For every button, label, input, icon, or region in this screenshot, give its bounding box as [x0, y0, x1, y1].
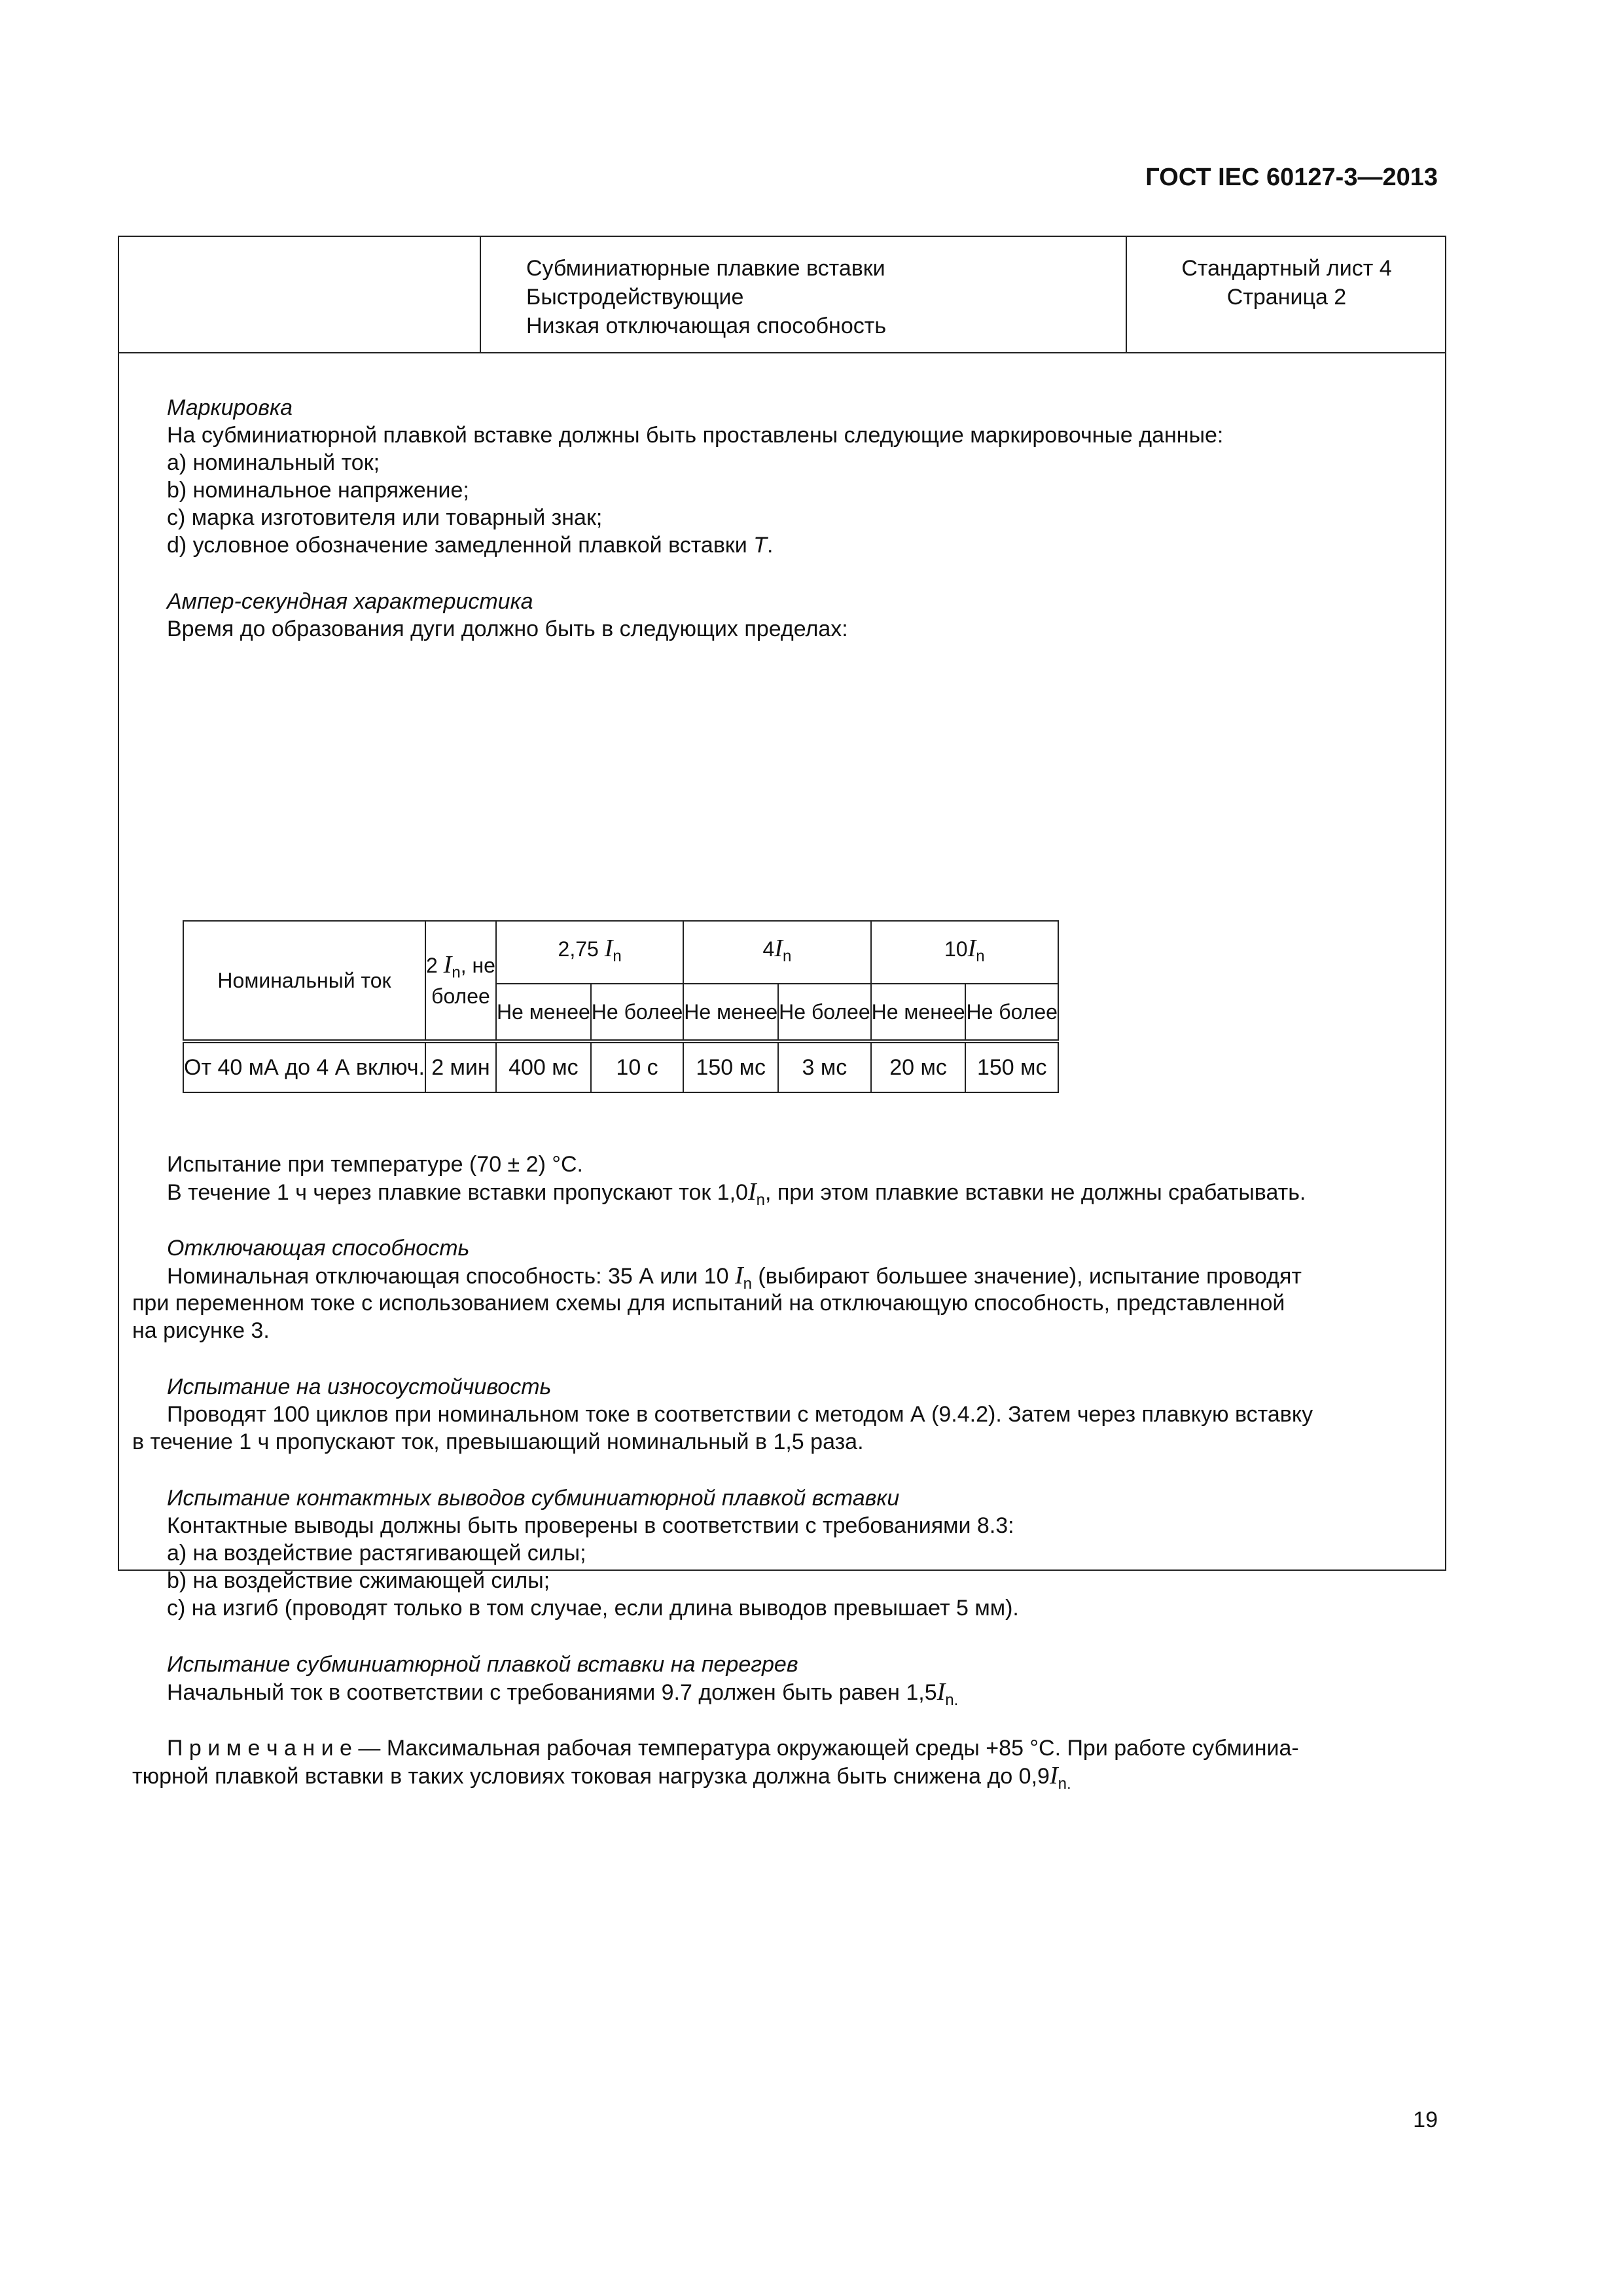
overheat-line-end: . — [954, 1691, 959, 1709]
marking-item-c: c) марка изготовителя или товарный знак; — [167, 505, 603, 530]
marking-heading: Маркировка — [167, 395, 293, 420]
current-symbol: I — [936, 1678, 946, 1706]
th-group-10-sub: n — [976, 947, 985, 965]
page-in-sheet: Страница 2 — [1226, 285, 1347, 310]
marking-item-d — [167, 531, 773, 560]
th-2in-line2: более — [431, 984, 490, 1009]
terminals-item-a: a) на воздействие растягивающей силы; — [167, 1541, 586, 1566]
endurance-line2: в течение 1 ч пропускают ток, превышающий номинальный в 1,5 раза. — [132, 1429, 864, 1454]
overheat-heading: Испытание субминиатюрной плавкой вставки на перегрев — [167, 1652, 798, 1677]
marking-item-b: b) номинальное напряжение; — [167, 478, 469, 503]
terminals-item-b: b) на воздействие сжимающей силы; — [167, 1568, 550, 1593]
th-max: Не более — [591, 984, 683, 1041]
th-2in-prefix: 2 — [425, 953, 444, 977]
cell-275-min: 400 мс — [496, 1041, 591, 1092]
note-line2-end: . — [1066, 1774, 1071, 1793]
current-sub: n — [1058, 1774, 1067, 1793]
th-group-275-sub: n — [613, 947, 622, 965]
overheat-line — [167, 1678, 958, 1714]
endurance-heading: Испытание на износоустойчивость — [167, 1374, 552, 1399]
marking-item-d-text: d) условное обозначение замедленной плавкой вставки — [167, 533, 754, 558]
th-max: Не более — [965, 984, 1058, 1041]
header-title-line: Субминиатюрные плавкие вставки — [526, 256, 885, 281]
breaking-line2: при переменном токе с использованием схемы для испытаний на отключающую способность, представленной — [132, 1291, 1285, 1316]
current-symbol: I — [1049, 1762, 1058, 1789]
terminals-heading: Испытание контактных выводов субминиатюрной плавкой вставки — [167, 1486, 900, 1511]
breaking-heading: Отключающая способность — [167, 1236, 470, 1261]
temp-test-line2 — [167, 1178, 1306, 1214]
marking-intro: На субминиатюрной плавкой вставке должны быть проставлены следующие маркировочные данные: — [167, 423, 1224, 448]
header-title — [526, 254, 886, 340]
th-group-275-num: 2,75 — [558, 937, 605, 961]
sheet-header — [119, 237, 1445, 353]
cell-4-min: 150 мс — [683, 1041, 778, 1092]
header-title-line: Быстродействующие — [526, 285, 744, 310]
header-title-line: Низкая отключающая способность — [526, 314, 887, 338]
th-group-4-symbol: I — [774, 934, 783, 962]
header-empty-cell — [119, 237, 481, 352]
page-number: 19 — [1413, 2108, 1438, 2132]
th-rated-current: Номинальный ток — [183, 921, 425, 1041]
sheet-number: Стандартный лист 4 — [1181, 256, 1392, 281]
note-line1-text: — Максимальная рабочая температура окружающей среды +85 °С. При работе субминиа- — [351, 1736, 1299, 1761]
header-sheet-info — [1127, 254, 1446, 312]
cell-4-max: 3 мс — [778, 1041, 870, 1092]
th-group-10-num: 10 — [944, 937, 968, 961]
temp-test-line2-b: , при этом плавкие вставки не должны срабатывать. — [764, 1180, 1306, 1205]
terminals-item-c: c) на изгиб (проводят только в том случае, если длина выводов превышает 5 мм). — [167, 1596, 1019, 1621]
breaking-line1-b: (выбирают большее значение), испытание проводят — [751, 1264, 1302, 1289]
th-min: Не менее — [683, 984, 778, 1041]
terminals-intro: Контактные выводы должны быть проверены в соответствии с требованиями 8.3: — [167, 1513, 1014, 1538]
th-group-4 — [683, 921, 870, 984]
th-min: Не менее — [871, 984, 966, 1041]
breaking-line1-a: Номинальная отключающая способность: 35 А или 10 — [167, 1264, 735, 1289]
cell-rated-current: От 40 мА до 4 А включ. — [183, 1041, 425, 1092]
th-max: Не более — [778, 984, 870, 1041]
note-line1 — [167, 1734, 1299, 1763]
th-2in-suffix: , не — [460, 953, 495, 977]
overheat-line-a: Начальный ток в соответствии с требованиями 9.7 должен быть равен 1,5 — [167, 1680, 937, 1705]
note-line2-a: тюрной плавкой вставки в таких условиях токовая нагрузка должна быть снижена до 0,9 — [132, 1764, 1050, 1789]
current-sub: n — [756, 1191, 765, 1209]
th-2in-symbol: I — [443, 950, 452, 978]
amp-second-intro: Время до образования дуги должно быть в следующих пределах: — [167, 617, 848, 641]
marking-item-a: a) номинальный ток; — [167, 450, 380, 475]
cell-2in: 2 мин — [425, 1041, 496, 1092]
th-group-275-symbol: I — [604, 934, 613, 962]
time-current-table — [183, 920, 1059, 1093]
th-2in-sub: n — [452, 963, 461, 982]
note-line2 — [132, 1762, 1071, 1798]
th-group-4-sub: n — [783, 947, 792, 965]
standard-sheet-frame — [118, 236, 1446, 1793]
cell-10-max: 150 мс — [965, 1041, 1058, 1092]
current-symbol: I — [747, 1178, 757, 1206]
current-symbol: I — [734, 1262, 743, 1289]
th-2in — [425, 921, 496, 1041]
th-group-275 — [496, 921, 683, 984]
breaking-line3: на рисунке 3. — [132, 1318, 270, 1343]
document-code: ГОСТ IEC 60127-3—2013 — [1145, 164, 1438, 191]
th-group-10 — [871, 921, 1058, 984]
endurance-line1: Проводят 100 циклов при номинальном токе в соответствии с методом А (9.4.2). Затем через плавкую вставку — [167, 1402, 1313, 1427]
cell-275-max: 10 с — [591, 1041, 683, 1092]
th-group-4-num: 4 — [762, 937, 775, 961]
marking-item-d-symbol: T — [753, 533, 767, 558]
temp-test-line2-a: В течение 1 ч через плавкие вставки пропускают ток 1,0 — [167, 1180, 748, 1205]
temp-test-line1: Испытание при температуре (70 ± 2) °С. — [167, 1152, 583, 1177]
marking-item-d-end: . — [767, 533, 774, 558]
cell-10-min: 20 мс — [871, 1041, 966, 1092]
amp-second-heading: Ампер-секундная характеристика — [167, 589, 533, 614]
note-label: П р и м е ч а н и е — [167, 1736, 352, 1761]
current-sub: n — [743, 1274, 752, 1293]
th-min: Не менее — [496, 984, 591, 1041]
th-group-10-symbol: I — [967, 934, 976, 962]
table-row — [183, 1041, 1058, 1092]
current-sub: n — [945, 1691, 954, 1709]
